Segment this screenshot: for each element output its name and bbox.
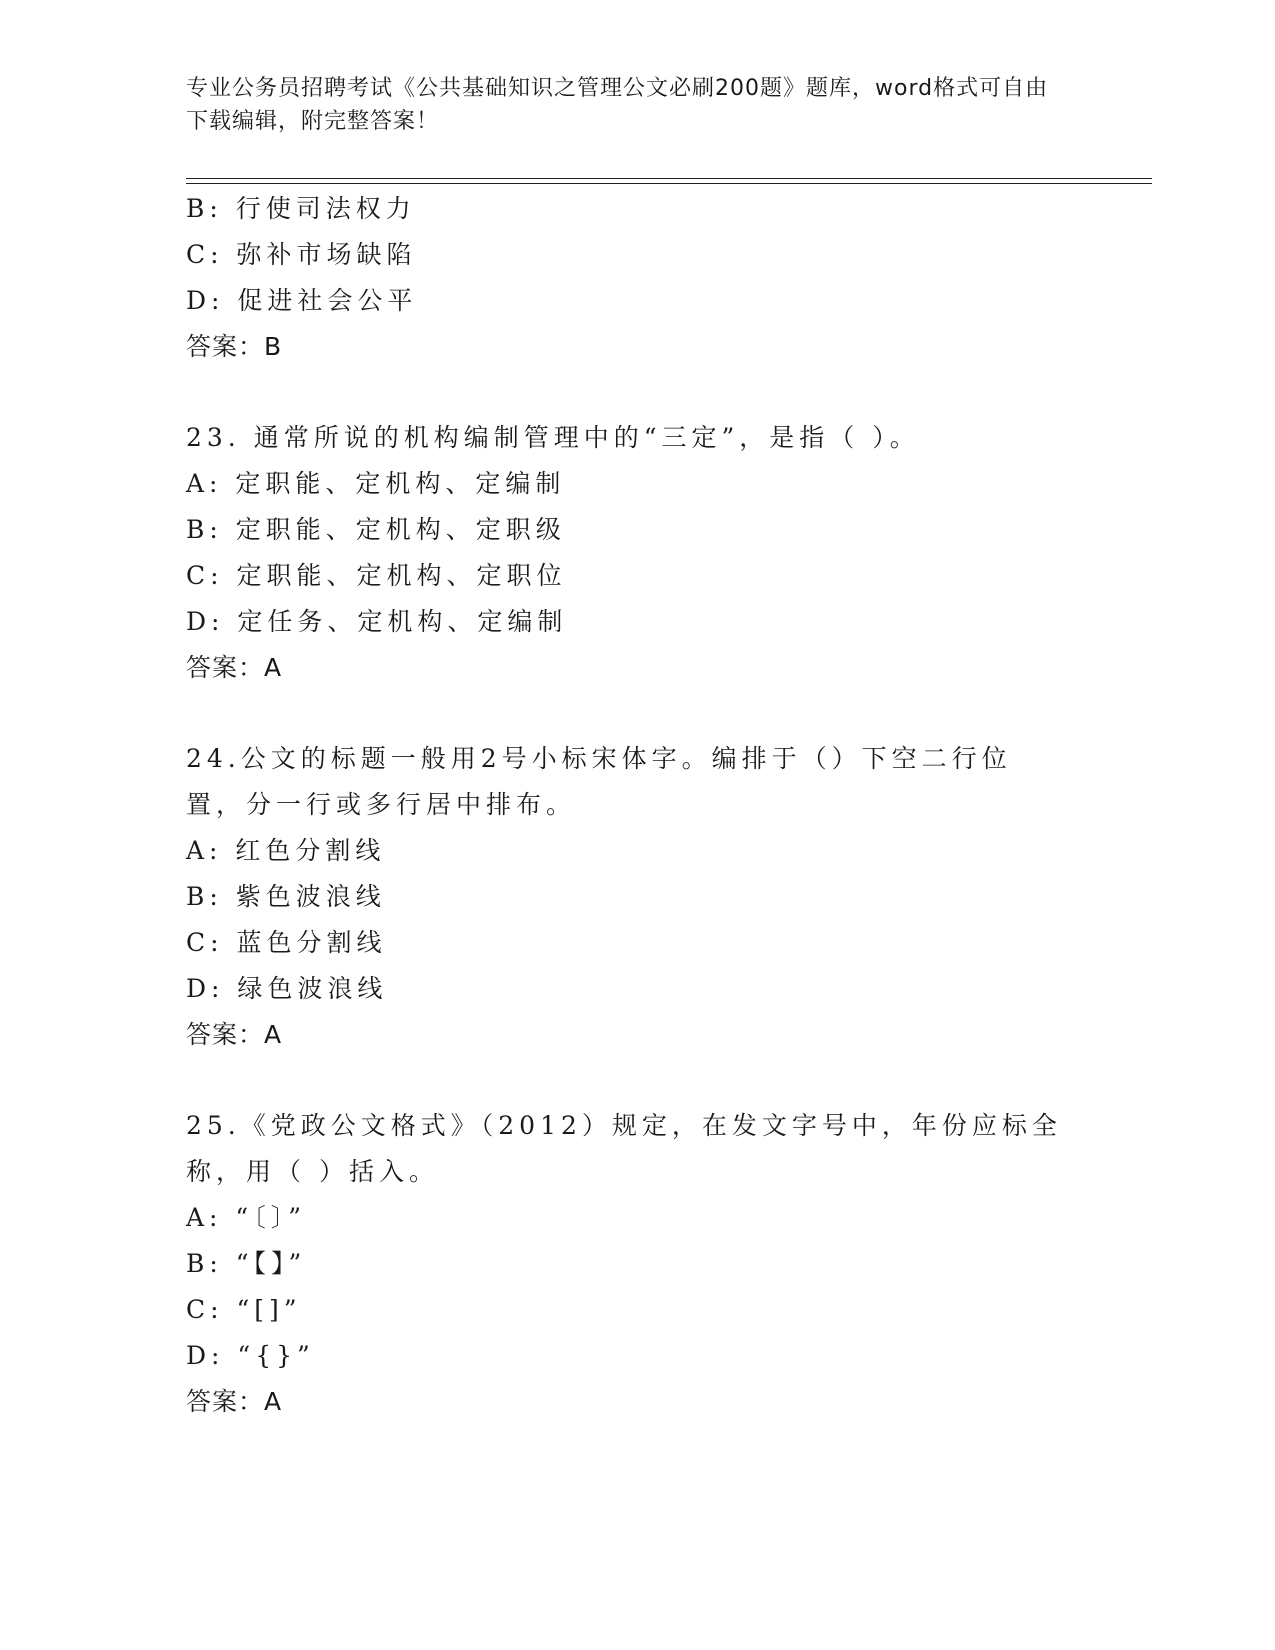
- question-list: [186, 186, 1106, 1425]
- question-25: [186, 1103, 1106, 1425]
- header-rule-bottom: [186, 183, 1152, 184]
- question-stem: 23. 通常所说的机构编制管理中的“三定”，是指（ ）。: [186, 423, 920, 452]
- spacer: [186, 1058, 1106, 1103]
- header-rule-top: [186, 178, 1152, 179]
- option-b: B: 定职能、定机构、定职级: [186, 515, 566, 544]
- option-d: D: 绿色波浪线: [186, 974, 388, 1003]
- option-d: D: 定任务、定机构、定编制: [186, 607, 568, 636]
- option-d: D: 促进社会公平: [186, 286, 418, 315]
- question-22: [186, 186, 1106, 370]
- spacer: [186, 691, 1106, 736]
- document-header: 专业公务员招聘考试《公共基础知识之管理公文必刷200题》题库，word格式可自由下载编辑，附完整答案！: [186, 76, 1049, 134]
- question-24: [186, 736, 1106, 1058]
- spacer: [186, 370, 1106, 415]
- answer: 答案：B: [186, 332, 283, 361]
- option-b: B: 行使司法权力: [186, 194, 416, 223]
- option-a: A: 红色分割线: [186, 836, 386, 865]
- question-stem: 25.《党政公文格式》（2012）规定，在发文字号中，年份应标全称，用（ ）括入。: [186, 1111, 1062, 1186]
- option-c: C: 蓝色分割线: [186, 928, 387, 957]
- option-c: C: “[]”: [186, 1295, 302, 1324]
- option-b: B: 紫色波浪线: [186, 882, 386, 911]
- answer: 答案：A: [186, 1387, 283, 1416]
- option-c: C: 定职能、定机构、定职位: [186, 561, 567, 590]
- option-b: B: “【】”: [186, 1249, 307, 1278]
- option-d: D: “{}”: [186, 1341, 315, 1370]
- option-a: A: 定职能、定机构、定编制: [186, 469, 566, 498]
- answer: 答案：A: [186, 1020, 283, 1049]
- option-a: A: “〔〕”: [186, 1203, 306, 1232]
- answer: 答案：A: [186, 653, 283, 682]
- option-c: C: 弥补市场缺陷: [186, 240, 417, 269]
- question-stem: 24.公文的标题一般用2号小标宋体字。编排于（）下空二行位置，分一行或多行居中排布。: [186, 744, 1012, 819]
- question-23: [186, 415, 1106, 691]
